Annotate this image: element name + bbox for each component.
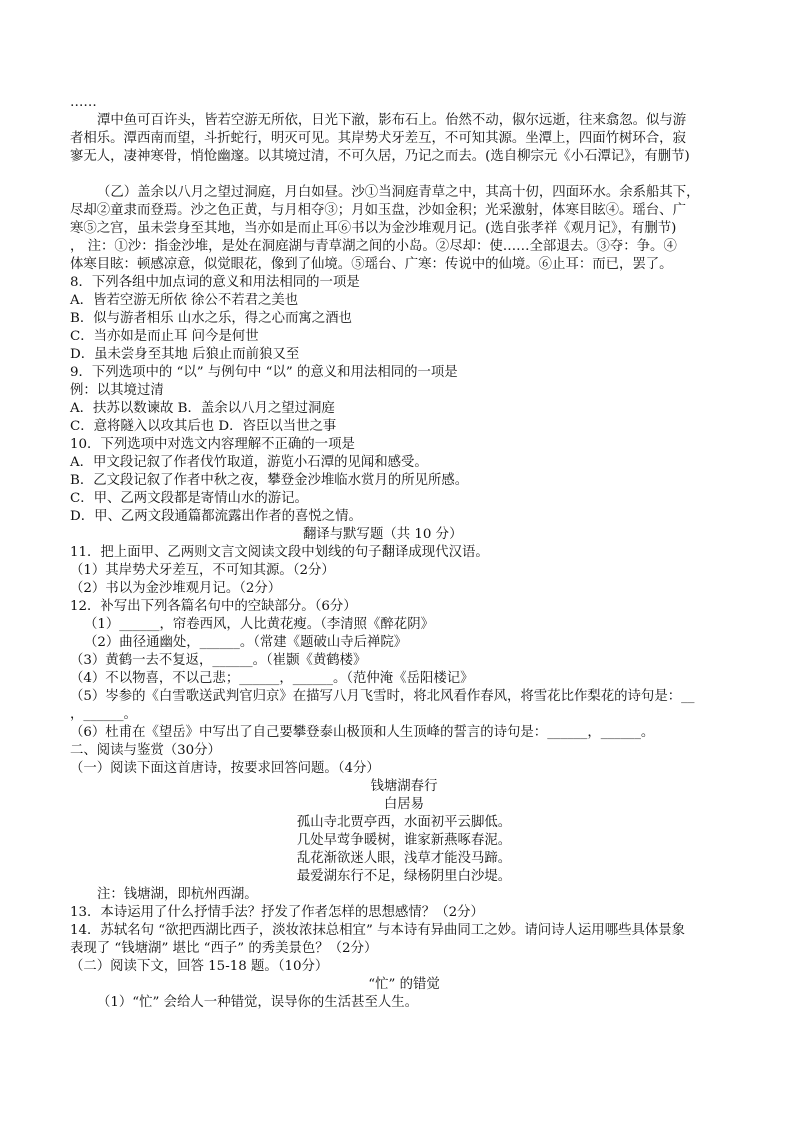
- question-14-line: 14．苏轼名句 “欲把西湖比西子，淡妆浓抹总相宜” 与本诗有异曲同工之妙。请问诗人运用哪些具体景象: [70, 923, 686, 938]
- poem-author: 白居易: [383, 797, 425, 812]
- question-8-option: B．似与游者相乐 山水之乐，得之心而寓之酒也: [70, 311, 352, 326]
- section-2-part-1: （一）阅读下面这首唐诗，按要求回答问题。（4分）: [70, 761, 380, 776]
- question-12-item: ，______。: [70, 707, 137, 722]
- poem-title: 钱塘湖春行: [370, 779, 438, 794]
- question-8-stem: 8．下列各组中加点词的意义和用法相同的一项是: [70, 275, 360, 290]
- question-9-stem: 9．下列选项中的 “以” 与例句中 “以” 的意义和用法相同的一项是: [70, 365, 458, 380]
- question-10-option: A．甲文段记叙了作者伐竹取道，游览小石潭的见闻和感受。: [70, 455, 428, 470]
- article-title: “忙” 的错觉: [368, 977, 440, 992]
- section-translate-heading: 翻译与默写题（共 10 分）: [303, 527, 463, 542]
- passage-yi-line: 尽却②童隶而登焉。沙之色正黄，与月相夺③；月如玉盘，沙如金积；光采激射，体寒目眩④。瑶台、广: [70, 203, 686, 218]
- question-9-option: C．意将隧入以攻其后也 D．咨臣以当世之事: [70, 419, 337, 434]
- question-10-option: C．甲、乙两文段都是寄情山水的游记。: [70, 491, 308, 506]
- article-paragraph: （1）“忙” 会给人一种错觉，误导你的生活甚至人生。: [97, 995, 419, 1010]
- poem-line: 乱花渐欲迷人眼，浅草才能没马蹄。: [296, 851, 512, 866]
- question-8-option: C．当亦如是而止耳 问今是何世: [70, 329, 259, 344]
- question-8-option: A．皆若空游无所依 徐公不若君之美也: [70, 293, 299, 308]
- poem-line: 孤山寺北贾亭西，水面初平云脚低。: [296, 815, 512, 830]
- passage-yi-line: （乙）盖余以八月之望过洞庭，月白如昼。沙①当洞庭青草之中，其高十仞，四面环水。余系船其下，: [97, 185, 700, 200]
- passage-yi-notes: ， 注：①沙：指金沙堆，是处在洞庭湖与青草湖之间的小岛。②尽却：使……全部退去。③夺：争。④: [70, 239, 677, 254]
- question-12-item: （2）曲径通幽处，______。（常建《题破山寺后禅院》: [84, 635, 408, 650]
- question-9-option: A．扶苏以数谏故 B．盖余以八月之望过洞庭: [70, 401, 335, 416]
- question-10-option: D．甲、乙两文段通篇都流露出作者的喜悦之情。: [70, 509, 362, 524]
- question-12-item: （3）黄鹤一去不复返，______。（崔颢《黄鹤楼》: [70, 653, 367, 668]
- passage-yi-line: 寒⑤之宫，虽未尝身至其地，当亦如是而止耳⑥书以为金沙堆观月记。(选自张孝祥《观月记》，有删节): [70, 221, 677, 236]
- passage-jia-line: 寥无人，凄神寒骨，悄怆幽邃。以其境过清，不可久居，乃记之而去。(选自柳宗元《小石潭记》，有删节): [70, 149, 690, 164]
- question-12-stem: 12．补写出下列各篇名句中的空缺部分。（6分）: [70, 599, 357, 614]
- question-10-stem: 10．下列选项中对选文内容理解不正确的一项是: [70, 437, 355, 452]
- question-8-option: D．虽未尝身至其地 后狼止而前狼又至: [70, 347, 300, 362]
- question-11-item: （1）其岸势犬牙差互，不可知其源。（2分）: [70, 563, 335, 578]
- question-9-example: 例：以其境过清: [70, 383, 164, 398]
- passage-yi-notes: 体寒目眩：顿感凉意，似觉眼花，像到了仙境。⑤瑶台、广寒：传说中的仙境。⑥止耳：而已，罢了。: [70, 257, 673, 272]
- poem-line: 最爱湖东行不足，绿杨阴里白沙堤。: [296, 869, 512, 884]
- passage-jia-line: 者相乐。潭西南而望，斗折蛇行，明灭可见。其岸势犬牙差互，不可知其源。坐潭上，四面竹树环合，寂: [70, 131, 686, 146]
- question-14-line: 表现了 “钱塘湖” 堪比 “西子” 的秀美景色？（2分）: [70, 941, 378, 956]
- section-2-part-2: （二）阅读下文，回答 15-18 题。（10分）: [70, 959, 329, 974]
- question-12-item: （4）不以物喜，不以己悲；______，______。（范仲淹《岳阳楼记》: [70, 671, 474, 686]
- question-11-item: （2）书以为金沙堆观月记。（2分）: [70, 581, 282, 596]
- passage-jia-line: 潭中鱼可百许头，皆若空游无所依，日光下澈，影布石上。佁然不动，俶尔远逝，往来翕忽。似与游: [97, 113, 687, 128]
- section-2-heading: 二、阅读与鉴赏（30分）: [70, 743, 221, 758]
- poem-line: 几处早莺争暖树，谁家新燕啄春泥。: [296, 833, 512, 848]
- question-11-stem: 11．把上面甲、乙两则文言文阅读文段中划线的句子翻译成现代汉语。: [70, 545, 489, 560]
- ellipsis: ……: [70, 95, 97, 110]
- question-10-option: B．乙文段记叙了作者中秋之夜，攀登金沙堆临水赏月的所见所感。: [70, 473, 469, 488]
- question-13: 13．本诗运用了什么抒情手法？抒发了作者怎样的思想感情？（2分）: [70, 905, 484, 920]
- exam-page: [70, 94, 730, 1012]
- question-12-item: （5）岑参的《白雪歌送武判官归京》在描写八月飞雪时，将北风看作春风，将雪花比作梨花的诗句是：__: [70, 689, 695, 704]
- question-12-item: （6）杜甫在《望岳》中写出了自己要攀登泰山极顶和人生顶峰的誓言的诗句是：______，______。: [70, 725, 655, 740]
- poem-note: 注：钱塘湖，即杭州西湖。: [97, 887, 258, 902]
- question-12-item: （1）______，帘卷西风，人比黄花瘦。（李清照《醉花阴》: [84, 617, 434, 632]
